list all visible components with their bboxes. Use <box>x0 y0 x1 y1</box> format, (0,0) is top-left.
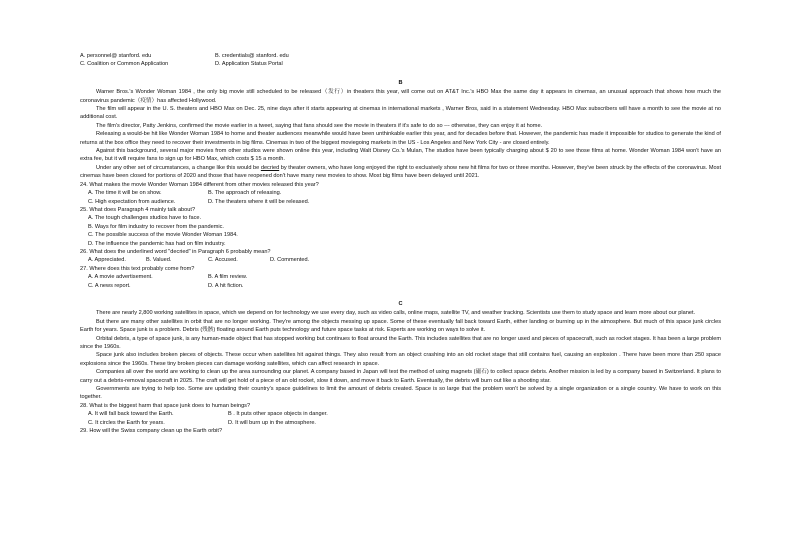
top-option-b: B. credentials@ stanford. edu <box>215 53 289 59</box>
q25-option-a: A. The tough challenges studios have to face. <box>88 215 202 222</box>
q25-option-d: D. The influence the pandemic has had on film industry. <box>88 240 226 247</box>
question-26-stem: 26. What does the underlined word "decried" in Paragraph 6 probably mean? <box>80 248 271 255</box>
section-b-paragraph: Releasing a would-be hit like Wonder Woman 1984 to home and theater audiences meanwhile would have been unthinkable earlier this year, and for decades before that. However, the pandemic has made it impossible for studios to generate the kind of returns at the box office they need to recover their investments in big films. Cinemas in two of the biggest moviegoing markets in the US - Los Angeles and New York City - are closed entirely. <box>80 131 721 146</box>
paragraph-6-text-after: by theater owners, who have long enjoyed the right to exclusively show new hit films for two or three months. However, they've been struck by the effects of the coronavirus. Most cinemas have been closed for portions of 2020 and those that have reopened don't have many new movies to show. Most big films have been delayed until 2021. <box>80 164 721 180</box>
section-b-paragraph: The film will appear in the U. S. theaters and HBO Max on Dec. 25, nine days after it starts appearing at cinemas in international markets , Warner Bros, said in a statement Wednesday. HBO Max subscribers will have a month to see the movie at no additional cost. <box>80 106 721 121</box>
q24-option-b: B. The approach of releasing. <box>208 190 282 197</box>
q28-option-b: B . It puts other space objects in danger. <box>228 411 328 418</box>
paragraph-6-text-before: Under any other set of circumstances, a change like this would be <box>96 164 261 171</box>
section-b-paragraph: Warner Bros.'s Wonder Woman 1984 , the only big movie still scheduled to be released（发行）in theaters this year, will come out on AT&T Inc.'s HBO Max the same day it appears in cinemas, an unusual approach that shows how much the coronavirus pandemic（疫情）has affected Hollywood. <box>80 89 721 104</box>
section-b-paragraph: Against this background, several major movies from other studios were shown online this year, including Walt Disney Co.'s Mulan, The studios have been typically charging about $ 20 to see those films at home. Wonder Woman 1984 won't have an extra fee, but it will require fans to sign up for HBO Max, which costs $ 15 a month. <box>80 148 721 163</box>
q24-option-d: D. The theaters where it will be released. <box>208 198 310 205</box>
section-c-paragraph: Orbital debris, a type of space junk, is any human-made object that has stopped working but continues to float around the Earth. This includes satellites that are no longer used and pieces of spacecraft, such as rocket stages. It has been a large problem since the 1960s. <box>80 335 721 350</box>
q28-option-d: D. It will burn up in the atmosphere. <box>228 419 316 426</box>
q25-option-b: B. Ways for film industry to recover from the pandemic. <box>88 223 224 230</box>
section-c-paragraph: Governments are trying to help too. Some are updating their country's space guidelines to limit the amount of debris created. Space is so large that the problem won't be solved by a single organization or a single country. We have to work on this together. <box>80 386 721 401</box>
top-option-d: D. Application Status Portal <box>215 61 283 68</box>
q24-option-c: C. High expectation from audience. <box>88 198 176 205</box>
q26-option-d: D. Commented. <box>270 257 310 264</box>
top-options-row-1 <box>80 52 721 60</box>
question-26-options <box>80 256 721 264</box>
top-options-row-2 <box>80 60 721 68</box>
section-c-paragraph: Space junk also includes broken pieces of objects. These occur when satellites hit against things. They also result from an object crashing into an old rocket stage that still contains fuel, causing an explosion . There have been more than 250 space explosions since the 1960s. These tiny broken pieces can damage working satellites, which can affect research in space. <box>80 352 721 367</box>
section-c-heading: C <box>398 300 403 307</box>
question-27-stem: 27. Where does this text probably come from? <box>80 265 195 272</box>
section-b-heading: B <box>398 79 403 86</box>
q27-option-d: D. A hit fiction. <box>208 282 244 289</box>
section-c-paragraph: There are nearly 2,800 working satellites in space, which we depend on for technology we use every day, such as video calls, online maps, satellite TV, and weather tracking. Scientists use them to study space and learn more about our planet. <box>96 310 696 317</box>
top-option-c: C. Coalition or Common Application <box>80 61 169 68</box>
q25-option-c: C. The possible success of the movie Wonder Woman 1984. <box>88 232 238 239</box>
q26-option-b: B. Valued. <box>146 257 172 264</box>
section-b-paragraph: The film's director, Patty Jenkins, confirmed the movie earlier in a tweet, saying that fans should see the movie in theaters if it's safe to do so --- otherwise, they can enjoy it at home. <box>96 122 543 129</box>
question-27-options-1 <box>80 273 721 281</box>
q24-option-a: A. The time it will be on show. <box>88 190 162 197</box>
q26-option-a: A. Appreciated. <box>88 257 126 264</box>
q28-option-a: A. It will fall back toward the Earth. <box>88 411 174 418</box>
question-24-options-1 <box>80 189 721 197</box>
question-25-stem: 25. What does Paragraph 4 mainly talk about? <box>80 206 196 213</box>
question-29-stem: 29. How will the Swiss company clean up the Earth orbit? <box>80 428 223 435</box>
question-24-options-2 <box>80 198 721 206</box>
page-content <box>80 52 721 435</box>
underlined-word-decried: decried <box>260 164 280 171</box>
question-28-stem: 28. What is the biggest harm that space junk does to human beings? <box>80 402 251 409</box>
section-b-paragraph-6 <box>80 164 721 181</box>
q26-option-c: C. Accused. <box>208 257 238 264</box>
q28-option-c: C. It circles the Earth for years. <box>88 419 165 426</box>
section-c-paragraph: Companies all over the world are working to clean up the area surrounding our planet. A company based in Japan will test the method of using magnets (磁石) to collect space debris. Another mission is led by a company based in Switzerland. It plans to carry out a debris-removal spacecraft in 2025. The craft will get hold of a piece of an old rocket, slow it down, and move it back to Earth. Eventually, the debris will burn out like a shooting star. <box>80 369 721 384</box>
top-option-a: A. personnel@ stanford. edu <box>80 53 152 59</box>
question-27-options-2 <box>80 282 721 290</box>
q27-option-c: C. A news report. <box>88 282 131 289</box>
question-28-options-1 <box>80 410 721 418</box>
question-28-options-2 <box>80 419 721 427</box>
q27-option-b: B. A film review. <box>208 274 248 281</box>
q27-option-a: A. A movie advertisement. <box>88 274 153 281</box>
section-c-paragraph: But there are many other satellites in orbit that are no longer working. They're among the objects messing up space. Some of these eventually fall back toward Earth, either landing or burning up in the atmosphere. But much of this space junk circles Earth for years. Space junk is a problem. Debris (残骸) floating around Earth puts technology and future space tasks at risk. Experts are working on ways to solve it. <box>80 318 721 334</box>
question-24-stem: 24. What makes the movie Wonder Woman 1984 different from other movies released this year? <box>80 181 319 188</box>
